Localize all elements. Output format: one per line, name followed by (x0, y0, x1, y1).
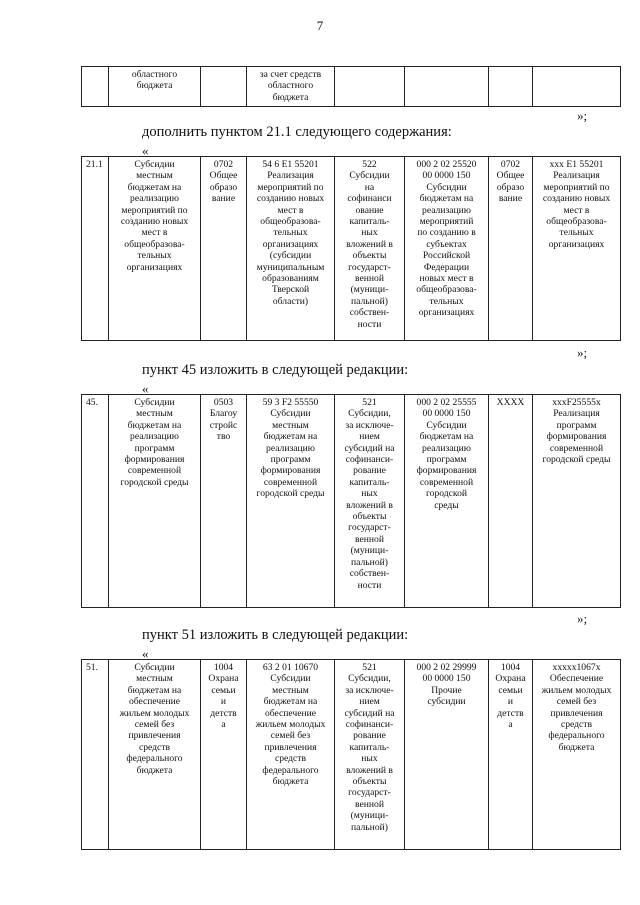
cell-number: 45. (82, 395, 109, 608)
cell-name: Субсидии местным бюджетам на реализацию программ формирования современной городской среды (109, 395, 201, 608)
cell-income-code: 000 2 02 29999 00 0000 150 Прочие субсидии (405, 660, 489, 850)
cell-section-2: 0702 Общее образо вание (489, 157, 533, 341)
cell-target-item-2: ххххх1067х Обеспечение жильем молодых семей без привлечения средств федерального бюджета (533, 660, 621, 850)
cell-section: 0702 Общее образо вание (201, 157, 247, 341)
instruction-text: пункт 51 изложить в следующей редакции: (142, 627, 409, 643)
cell-target-item: 63 2 01 10670 Субсидии местным бюджетам на обеспечение жильем молодых семей без привлечения средств федерального бюджета (247, 660, 335, 850)
table-row (82, 67, 621, 107)
cell-target-item: за счет средств областного бюджета (247, 67, 335, 107)
cell-name: Субсидии местным бюджетам на реализацию мероприятий по созданию новых мест в общеобразова- тельных организациях (109, 157, 201, 341)
table-row (82, 660, 621, 850)
cell-target-item: 59 3 F2 55550 Субсидии местным бюджетам на реализацию программ формирования современной городской среды (247, 395, 335, 608)
closing-quote: »; (577, 345, 588, 360)
cell-number: 51. (82, 660, 109, 850)
opening-quote: « (142, 143, 149, 158)
closing-quote: »; (577, 108, 588, 123)
cell-section: 1004 Охрана семьи и детств а (201, 660, 247, 850)
cell-target-item-2: ххх E1 55201 Реализация мероприятий по созданию новых мест в общеобразова- тельных организациях (533, 157, 621, 341)
table-row (82, 395, 621, 608)
opening-quote: « (142, 646, 149, 661)
cell-income-code: 000 2 02 25520 00 0000 150 Субсидии бюджетам на реализацию мероприятий по созданию в субъектах Российской Федерации новых мест в общеобразова- тельных организациях (405, 157, 489, 341)
cell-name: областного бюджета (109, 67, 201, 107)
table-item-45 (81, 394, 621, 608)
table-item-21-1 (81, 156, 621, 341)
cell-target-item-2: хххF25555х Реализация программ формирования современной городской среды (533, 395, 621, 608)
cell-expense-type: 521 Субсидии, за исключе- нием субсидий на софинанси- рование капиталь- ных вложений в объекты государст- венной (муници- пальной) (335, 660, 405, 850)
fragment-table (81, 66, 621, 107)
opening-quote: « (142, 381, 149, 396)
page-number: 7 (316, 18, 324, 33)
cell-income-code: 000 2 02 25555 00 0000 150 Субсидии бюджетам на реализацию программ формирования современной городской среды (405, 395, 489, 608)
cell-expense-type: 521 Субсидии, за исключе- нием субсидий на софинанси- рование капиталь- ных вложений в объекты государст- венной (муници- пальной) собствен- ности (335, 395, 405, 608)
cell-section: 0503 Благоу стройс тво (201, 395, 247, 608)
cell-name: Субсидии местным бюджетам на обеспечение жильем молодых семей без привлечения средств федерального бюджета (109, 660, 201, 850)
instruction-text: дополнить пунктом 21.1 следующего содержания: (142, 124, 452, 140)
cell-number (82, 67, 109, 107)
cell-section-2 (489, 67, 533, 107)
cell-section-2: 1004 Охрана семьи и детств а (489, 660, 533, 850)
table-row (82, 157, 621, 341)
cell-target-item-2 (533, 67, 621, 107)
cell-expense-type: 522 Субсидии на софинанси ование капиталь- ных вложений в объекты государст- венной (муници- пальной) собствен- ности (335, 157, 405, 341)
table-item-51 (81, 659, 621, 850)
instruction-text: пункт 45 изложить в следующей редакции: (142, 362, 409, 378)
cell-income-code (405, 67, 489, 107)
cell-target-item: 54 6 E1 55201 Реализация мероприятий по созданию новых мест в общеобразова- тельных организациях (субсидии муниципальным образованиям Тверской области) (247, 157, 335, 341)
cell-section (201, 67, 247, 107)
cell-number: 21.1 (82, 157, 109, 341)
cell-expense-type (335, 67, 405, 107)
cell-section-2: XXXX (489, 395, 533, 608)
closing-quote: »; (577, 611, 588, 626)
